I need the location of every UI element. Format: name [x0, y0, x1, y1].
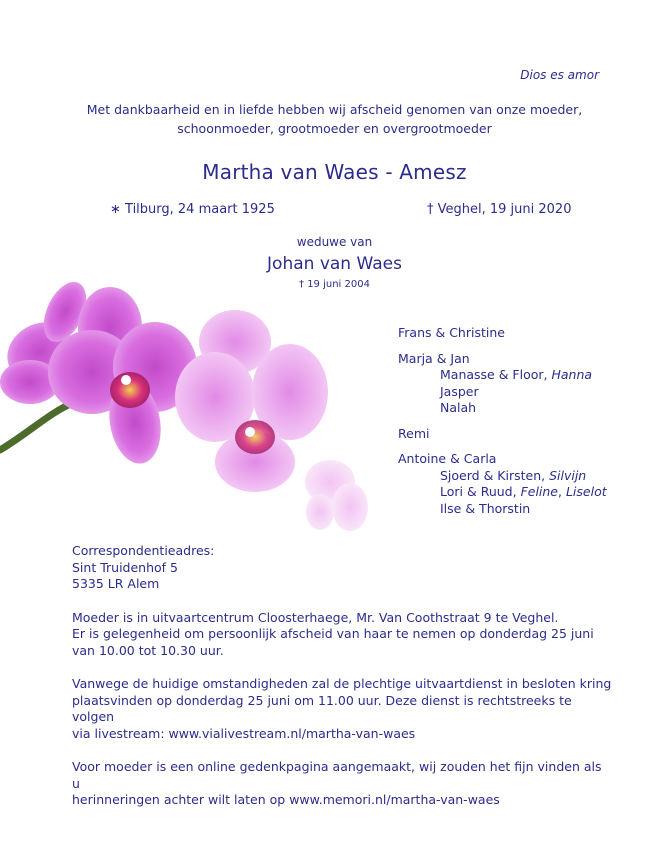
grandchild-names: Manasse & Floor,: [440, 367, 552, 382]
grandchild: [398, 468, 607, 485]
text-line: via livestream: www.vialivestream.nl/martha-van-waes: [72, 725, 416, 741]
intro-text: [0, 100, 669, 138]
family-group: [398, 351, 607, 417]
grandchild: Ilse & Thorstin: [440, 500, 531, 516]
great-grandchild: Liselot: [565, 484, 607, 499]
text-line: van 10.00 tot 10.30 uur.: [72, 642, 224, 658]
grandchild-names: Sjoerd & Kirsten,: [440, 467, 550, 483]
family-member: Marja & Jan: [398, 350, 470, 366]
family-member: Antoine & Carla: [398, 451, 497, 466]
birth-info: ∗ Tilburg, 24 maart 1925: [110, 202, 275, 217]
grandchild: Nalah: [440, 400, 477, 415]
grandchild: [398, 367, 607, 384]
service-paragraph: [72, 676, 612, 742]
text-line: herinneringen achter wilt laten op www.memori.nl/martha-van-waes: [72, 792, 500, 807]
family-group: [398, 325, 607, 342]
memorial-paragraph: [72, 759, 612, 809]
text-line: Vanwege de huidige omstandigheden zal de plechtige uitvaartdienst in besloten kring: [72, 676, 612, 691]
address-label: Correspondentieadres:: [72, 543, 215, 558]
husband-name: Johan van Waes: [267, 254, 402, 274]
grandchild-names: Lori & Ruud,: [440, 484, 521, 499]
text-line: Moeder is in uitvaartcentrum Cloosterhaege, Mr. Van Coothstraat 9 te Veghel.: [72, 609, 559, 625]
separator: ,: [558, 484, 566, 499]
correspondence-address: [72, 543, 612, 593]
motto: Dios es amor: [520, 68, 599, 82]
family-member: Remi: [398, 425, 430, 441]
great-grandchild: Silvijn: [549, 467, 587, 483]
text-line: plaatsvinden op donderdag 25 juni om 11.00 uur. Deze dienst is rechtstreeks te volgen: [72, 692, 572, 724]
grandchild: [398, 484, 607, 501]
address-city: 5335 LR Alem: [72, 576, 160, 591]
viewing-paragraph: [72, 610, 612, 660]
family-list: [398, 325, 607, 526]
great-grandchild: Feline: [520, 484, 559, 499]
widow-label: weduwe van: [296, 235, 373, 249]
family-member: Frans & Christine: [398, 325, 505, 340]
text-line: Voor moeder is een online gedenkpagina aangemaakt, wij zouden het fijn vinden als u: [72, 759, 602, 791]
intro-line: Met dankbaarheid en in liefde hebben wij afscheid genomen van onze moeder,: [86, 102, 583, 117]
great-grandchild: Hanna: [551, 367, 593, 382]
death-info: † Veghel, 19 juni 2020: [427, 202, 572, 217]
deceased-name: Martha van Waes - Amesz: [202, 160, 467, 184]
text-line: Er is gelegenheid om persoonlijk afscheid van haar te nemen op donderdag 25 juni: [72, 626, 594, 641]
family-group: [398, 426, 607, 443]
family-group: [398, 451, 607, 517]
address-street: Sint Truidenhof 5: [72, 559, 178, 575]
intro-line: schoonmoeder, grootmoeder en overgrootmoeder: [177, 121, 492, 136]
husband-death-date: † 19 juni 2004: [299, 279, 370, 290]
grandchild: Jasper: [440, 383, 479, 399]
notice-body: [72, 543, 612, 826]
orchid-image: [0, 272, 380, 542]
